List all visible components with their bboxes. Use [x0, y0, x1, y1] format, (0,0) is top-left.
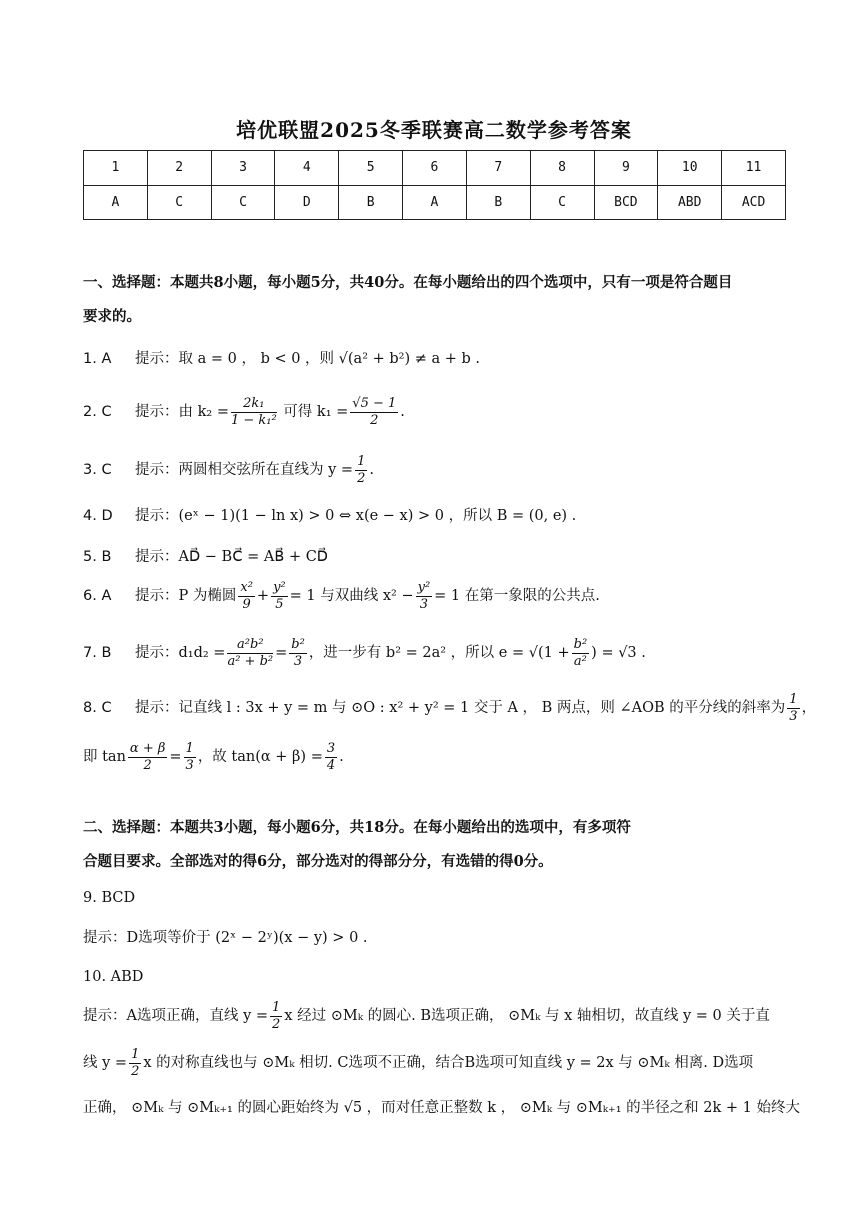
answer-item-2 — [83, 392, 405, 432]
fraction-denominator: 3 — [789, 708, 798, 724]
answer-item-10-number: 10. ABD — [83, 969, 144, 985]
answer-item-6 — [83, 576, 600, 616]
table-cell: A — [403, 185, 467, 220]
fraction-numerator: y² — [417, 579, 431, 595]
table-cell: B — [466, 185, 530, 220]
table-cell: 4 — [275, 151, 339, 186]
item-hint: ， — [801, 700, 817, 716]
fraction-numerator: 1 — [789, 691, 798, 707]
item-hint: 提示：取 a = 0 ， b < 0 ，则 √(a² + b²) ≠ a + b . — [135, 351, 481, 367]
table-cell: 1 — [84, 151, 148, 186]
item-hint: 提示：AD⃗ − BC⃗ = AB⃗ + CD⃗ — [135, 549, 328, 565]
fraction — [271, 580, 288, 613]
fraction-numerator: α + β — [129, 740, 166, 756]
fraction — [355, 454, 367, 487]
fraction-numerator: a²b² — [227, 637, 273, 654]
item-hint: 即 tan — [83, 749, 126, 765]
table-cell: 11 — [722, 151, 786, 186]
answer-item-7 — [83, 633, 646, 673]
item-number: 5. B — [83, 549, 112, 565]
table-cell: ABD — [658, 185, 722, 220]
fraction — [128, 741, 167, 774]
fraction-numerator: 1 — [272, 999, 281, 1015]
fraction-denominator: 9 — [242, 596, 251, 612]
fraction-denominator: 3 — [293, 653, 303, 669]
item-hint: 提示：P 为椭圆 — [135, 588, 237, 604]
item-hint: = — [275, 645, 288, 661]
section1-heading-line2: 要求的。 — [83, 308, 141, 325]
fraction-denominator: 2 — [131, 1063, 140, 1079]
fraction-denominator: 2 — [143, 757, 152, 773]
fraction-denominator: 1 − k₁² — [230, 412, 277, 428]
fraction-numerator: y² — [273, 579, 286, 595]
table-cell: A — [84, 185, 148, 220]
answer-item-9-hint: 提示：D选项等价于 (2ˣ − 2ʸ)(x − y) > 0 . — [83, 930, 368, 946]
table-cell: 10 — [658, 151, 722, 186]
fraction-numerator: 1 — [357, 453, 366, 469]
item-hint: = — [169, 749, 182, 765]
fraction-numerator: b² — [573, 636, 588, 652]
fraction — [231, 396, 277, 429]
answer-table — [83, 150, 786, 220]
item-hint: ) = √3 . — [591, 645, 646, 661]
item-hint: = 1 与双曲线 x² − — [289, 588, 414, 604]
item-hint: 可得 k₁ = — [278, 404, 349, 420]
table-cell: 5 — [339, 151, 403, 186]
fraction — [289, 637, 307, 670]
fraction-denominator: a² — [573, 653, 587, 669]
item-hint: x 经过 ⊙Mₖ 的圆心. B选项正确， ⊙Mₖ 与 x 轴相切，故直线 y = 0 关于直 — [284, 1008, 770, 1024]
fraction-numerator: x² — [240, 579, 253, 595]
item-hint: 提示：两圆相交弦所在直线为 y = — [135, 462, 354, 478]
table-cell: 3 — [211, 151, 275, 186]
item-number: 2. C — [83, 404, 112, 420]
table-cell: 7 — [466, 151, 530, 186]
item-hint: ，故 tan(α + β) = — [197, 749, 323, 765]
item-number: 3. C — [83, 462, 112, 478]
answer-item-4 — [83, 506, 576, 526]
fraction-numerator: 2k₁ — [231, 396, 277, 413]
fraction — [129, 1047, 141, 1080]
item-hint: 提示：d₁d₂ = — [135, 645, 226, 661]
fraction — [787, 692, 799, 725]
table-cell: ACD — [722, 185, 786, 220]
table-cell: C — [211, 185, 275, 220]
item-hint: 提示：记直线 l : 3x + y = m 与 ⊙O : x² + y² = 1 交于 A ， B 两点，则 ∠AOB 的平分线的斜率为 — [135, 700, 786, 716]
table-cell: C — [530, 185, 594, 220]
item-hint: 线 y = — [83, 1055, 128, 1071]
answer-item-1 — [83, 349, 480, 369]
answer-item-3 — [83, 450, 374, 490]
fraction-denominator: 2 — [357, 470, 366, 486]
item-hint: 提示：由 k₂ = — [135, 404, 229, 420]
table-cell: D — [275, 185, 339, 220]
fraction-numerator: 1 — [131, 1046, 140, 1062]
item-hint: 提示：A选项正确，直线 y = — [83, 1008, 269, 1024]
item-number: 7. B — [83, 645, 112, 661]
item-number: 8. C — [83, 700, 112, 716]
fraction-numerator: 1 — [185, 740, 194, 756]
answer-table-answer-row — [84, 185, 786, 220]
table-cell: 8 — [530, 151, 594, 186]
table-cell: B — [339, 185, 403, 220]
fraction — [238, 580, 255, 613]
section1-heading-line1: 一、选择题：本题共8小题，每小题5分，共40分。在每小题给出的四个选项中，只有一项是符合题目 — [83, 274, 733, 291]
answer-table-number-row — [84, 151, 786, 186]
item-hint: = 1 在第一象限的公共点. — [434, 588, 600, 604]
item-hint: . — [339, 749, 344, 765]
fraction — [350, 396, 398, 429]
answer-item-10-hint-line2 — [83, 1043, 753, 1083]
table-cell: C — [147, 185, 211, 220]
fraction — [572, 637, 590, 670]
item-hint: x 的对称直线也与 ⊙Mₖ 相切. C选项不正确，结合B选项可知直线 y = 2x 与 ⊙Mₖ 相离. D选项 — [143, 1055, 754, 1071]
answer-item-8 — [83, 688, 816, 728]
item-hint: ，进一步有 b² = 2a² ，所以 e = √(1 + — [308, 645, 570, 661]
answer-item-10-hint-line3: 正确， ⊙Mₖ 与 ⊙Mₖ₊₁ 的圆心距始终为 √5 ，而对任意正整数 k ， ⊙Mₖ 与 ⊙Mₖ₊₁ 的半径之和 2k + 1 始终大 — [83, 1100, 800, 1116]
table-cell: 6 — [403, 151, 467, 186]
item-hint: . — [369, 462, 374, 478]
fraction-numerator: √5 − 1 — [352, 395, 397, 411]
answer-item-5 — [83, 547, 328, 567]
fraction-denominator: 4 — [326, 757, 336, 773]
fraction-numerator: 3 — [326, 740, 336, 756]
fraction-numerator: b² — [291, 636, 305, 652]
fraction-denominator: 2 — [370, 412, 379, 428]
section2-heading-line2: 合题目要求。全部选对的得6分，部分选对的得部分分，有选错的得0分。 — [83, 853, 553, 870]
item-number: 4. D — [83, 508, 113, 524]
item-hint: + — [256, 588, 270, 604]
fraction-denominator: 3 — [185, 757, 194, 773]
fraction — [325, 741, 337, 774]
table-cell: BCD — [594, 185, 658, 220]
fraction — [227, 637, 273, 670]
table-cell: 9 — [594, 151, 658, 186]
fraction-denominator: 2 — [272, 1016, 281, 1032]
answer-item-10-hint-line1 — [83, 996, 770, 1036]
fraction — [270, 1000, 282, 1033]
answer-item-9-number: 9. BCD — [83, 890, 136, 906]
answer-item-8-line2 — [83, 737, 344, 777]
fraction-denominator: 5 — [275, 596, 284, 612]
item-number: 6. A — [83, 588, 112, 604]
fraction — [416, 580, 433, 613]
item-number: 1. A — [83, 351, 112, 367]
fraction-denominator: a² + b² — [227, 653, 274, 669]
item-hint: . — [400, 404, 405, 420]
item-hint: 提示：(eˣ − 1)(1 − ln x) > 0 ⇔ x(e − x) > 0 ，所以 B = (0, e) . — [135, 508, 577, 524]
table-cell: 2 — [147, 151, 211, 186]
fraction — [184, 741, 196, 774]
page-title: 培优联盟2025冬季联赛高二数学参考答案 — [236, 118, 632, 142]
section2-heading-line1: 二、选择题：本题共3小题，每小题6分，共18分。在每小题给出的选项中，有多项符 — [83, 819, 631, 836]
fraction-denominator: 3 — [419, 596, 429, 612]
